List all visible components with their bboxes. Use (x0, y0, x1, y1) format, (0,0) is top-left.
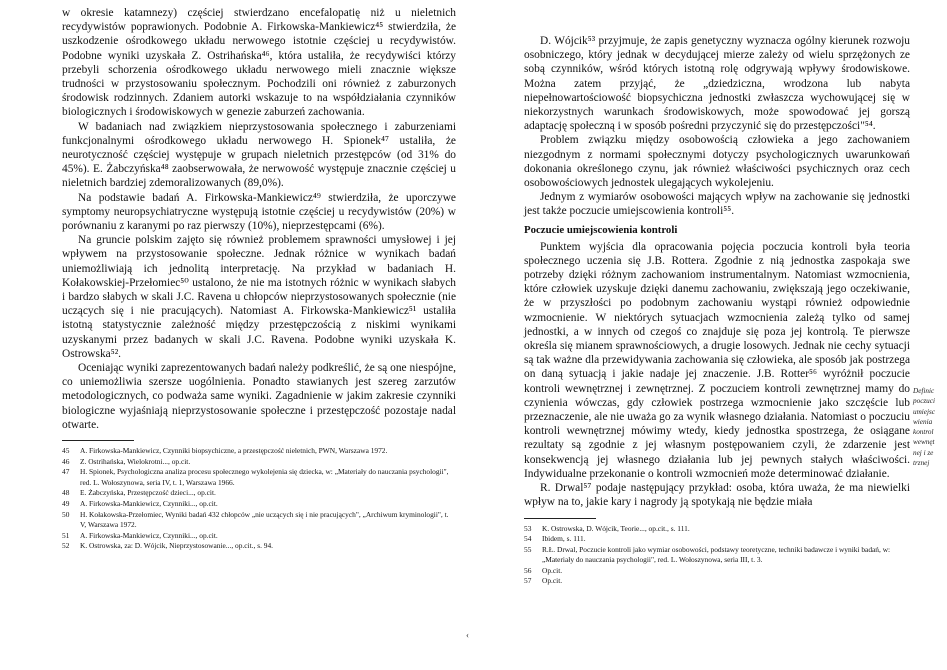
footnote (62, 531, 456, 542)
footnote (524, 524, 910, 535)
margin-note-line: nej i ze (913, 448, 934, 457)
footnote (62, 488, 456, 499)
footnote (62, 541, 456, 552)
footnote-number: 47 (62, 467, 70, 477)
footnote-text: A. Firkowska-Mankiewicz, Czynniki..., op.cit. (80, 530, 218, 540)
margin-note-line: poczuci (913, 397, 935, 406)
footnote-number: 55 (524, 544, 532, 554)
footnote-text: H. Spionek, Psychologiczna analiza procesu społecznego wykolejenia się dziecka, w: „Materiały do nauczania psychologii", red. L. Wołoszynowa, seria IV, t. 1, Warszawa 1966. (80, 467, 449, 487)
margin-note-line: kontrol (913, 428, 934, 437)
paragraph: R. Drwal⁵⁷ podaje następujący przykład: osoba, która uważa, że ma niewielki wpływ na to, jakie kary i nagrody ją spotykają nie będzie miała (524, 482, 910, 509)
paragraph: Na gruncie polskim zajęto się również problemem sprawności umysłowej i jej wpływem na przystosowanie społeczne. Jednak różnice w wynikach badań uniemożliwiają ich jednolitą interpretację. Na przykład w badaniach H. Kołakowskiej-Przełomiec⁵⁰ ustalono, że nie ma istotnych różnic w wynikach słabych i bardzo słabych w skali J.C. Ravena u chłopców nieprzystosowanych społecznie (nie uczących się i nie pracujących). Natomiast A. Firkowska-Mankiewicz⁵¹ ustaliła istotną statystycznie zależność między przestępczością z niskimi wynikami uzyskanymi przez badanych w skali J.C. Ravena. Podobne wyniki uzyskała K. Ostrowska⁵². (62, 234, 456, 360)
left-footnotes (62, 446, 456, 552)
paragraph: Punktem wyjścia dla opracowania pojęcia poczucia kontroli była teoria społecznego uczenia się J.B. Rottera. Zgodnie z nią jednostka zaspokaja swe potrzeby dzięki różnym zachowaniom instrumentalnym. Natomiast wzmocnienia, które człowiek uzyskuje dzięki danemu zachowaniu, zwiększają jego oczekiwanie, że w przyszłości po podobnym zachowaniu wystąpi również odpowiednie wzmocnienie. W niektórych sytuacjach wzmocnienia zależą tylko od samej jednostki, a w innych od czegoś co znajduje się poza jej kontrolą. Te pierwsze określa się mianem sprawnościowych, a drugie losowych. Jednak nie cechy sytuacji są tak ważne dla przewidywania zachowania się człowieka, ale sposób jak postrzega on daną sytuacją i jakie nadaje jej znaczenie. J.B. Rotter⁵⁶ wyróżnił poczucie kontroli wewnętrznej i zewnętrznej. Z poczuciem kontroli zewnętrznej mamy do czynienia wówczas, gdy człowiek postrzega wzmocnienie jako szczęście lub przeznaczenie, ale nie uważa go za wynik własnego działania. Natomiast o poczuciu kontroli wewnętrznej mówimy wtedy, kiedy jednostka spostrzega, że osiągane rezultaty są zgodnie z jej własnym postępowaniem czyli, że zdarzenie jest konsekwencją jej własnego działania lub jej pewnych stałych właściwości. Indywidualne przekonanie o kontroli wzmocnień może determinować działanie. (524, 240, 910, 480)
footnote-text: K. Ostrowska, za: D. Wójcik, Nieprzystosowanie..., op.cit., s. 94. (80, 541, 274, 551)
paragraph: Oceniając wyniki zaprezentowanych badań należy podkreślić, że są one niespójne, co uniemożliwia szersze uogólnienia. Ponadto stawianych jest szereg zarzutów metodologicznych, co podważa same wyniki. Zagadnienie w jakim zakresie czynniki biologiczne wyjaśniają nieprzystosowanie społeczne i przestępczość pozostaje nadal otwarte. (62, 362, 456, 431)
right-footnotes (524, 524, 910, 588)
paragraph: w okresie katamnezy) częściej stwierdzano encefalopatię niż u nieletnich recydywistów poprawionych. Podobnie A. Firkowska-Mankiewicz⁴⁵ stwierdziła, że uszkodzenie ośrodkowego układu nerwowego istotnie częściej u recydywistów. Podobne wyniki uzyskała Z. Ostrihańska⁴⁶, która ustaliła, że recydywiści którzy przebyli schorzenia ośrodkowego układu nerwowego mieli znacznie większe trudności w przystosowaniu społecznym. Pochodzili oni również z zaburzonych środowisk rodzinnych. Zdaniem autorki wskazuje to na współdziałania czynników biologicznych i środowiskowych w genezie zaburzeń zachowania. (62, 7, 456, 119)
footnote-number: 51 (62, 530, 70, 540)
margin-note-line: Definic (913, 387, 935, 395)
left-body-text (62, 6, 456, 432)
footnote-number: 56 (524, 565, 532, 575)
footnote-text: Op.cit. (542, 576, 563, 586)
paragraph: Jednym z wymiarów osobowości mających wpływ na zachowanie się jednostki jest także poczucie umiejscowienia kontroli⁵⁵. (524, 191, 910, 218)
footnote-number: 50 (62, 509, 70, 519)
footnote (62, 510, 456, 531)
footnote (62, 446, 456, 457)
footnote-text: Z. Ostrihańska, Wielokrotni..., op.cit. (80, 456, 191, 466)
footnote (524, 576, 910, 587)
left-column (62, 6, 456, 552)
margin-note-line: wienia (913, 417, 933, 426)
footnote-text: A. Firkowska-Mankiewicz, Czynniki..., op.cit. (80, 499, 218, 509)
right-body-text-top (524, 34, 910, 219)
footnote-text: K. Ostrowska, D. Wójcik, Teorie..., op.cit., s. 111. (542, 523, 690, 533)
margin-note-line: wewnęt (913, 438, 935, 447)
paragraph: D. Wójcik⁵³ przyjmuje, że zapis genetyczny wyznacza ogólny kierunek rozwoju osobniczego, który jednak w decydującej mierze zależy od wielu sprzężonych ze sobą czynników, wśród których istotną rolę odgrywają wpływy środowiskowe. Można zatem przyjąć, że „dziedziczna, wrodzona lub nabyta niepełnowartościowość biopsychiczna jednostki zwłaszcza wychowującej się w niekorzystnych warunkach środowiskowych, może spowodować jej gorszą adaptację społeczną i w sposób pośredni przyczynić się do przestępczości"⁵⁴. (524, 35, 910, 133)
footnote-number: 52 (62, 541, 70, 551)
footnote-number: 57 (524, 576, 532, 586)
right-body-text-bottom (524, 240, 910, 510)
margin-note-line: umiejsc (913, 407, 935, 416)
margin-note (913, 386, 947, 468)
footnote-text: Ibidem, s. 111. (542, 534, 586, 544)
footnote-number: 46 (62, 456, 70, 466)
footnote-text: E. Żabczyńska, Przestępczość dzieci..., op.cit. (80, 488, 216, 498)
footnote-rule (62, 440, 134, 441)
footnote (524, 545, 910, 566)
footnote (524, 566, 910, 577)
paragraph: Na podstawie badań A. Firkowska-Mankiewicz⁴⁹ stwierdziła, że uporczywe symptomy neuropsychiatryczne występują istotnie częściej u recydywistów (20%) w porównaniu z karanymi po raz pierwszy (10%), nieprzestępcami (6%). (62, 191, 456, 233)
footnote-number: 45 (62, 446, 70, 456)
footnote (62, 467, 456, 488)
footnote (524, 534, 910, 545)
footnote-number: 49 (62, 499, 70, 509)
paragraph: Problem związku między osobowością człowieka a jego zachowaniem niezgodnym z normami społecznymi dotyczy psychologicznych uwarunkowań dokonania określonego czynu, jak również właściwości psychicznych oraz cech osobowościowych jednostek ulegających wykolejeniu. (524, 134, 910, 190)
margin-note-line: trznej (913, 459, 930, 468)
footnote-text: A. Firkowska-Mankiewicz, Czynniki biopsychiczne, a przestępczość nieletnich, PWN, Warszawa 1972. (80, 446, 388, 456)
right-column (524, 34, 910, 587)
footnote-number: 48 (62, 488, 70, 498)
footnote-text: Op.cit. (542, 565, 563, 575)
section-heading: Poczucie umiejscowienia kontroli (524, 223, 678, 236)
stray-mark: ‹ (466, 630, 469, 640)
footnote-rule (524, 518, 596, 519)
paragraph: W badaniach nad związkiem nieprzystosowania społecznego i zaburzeniami funkcjonalnymi ośrodkowego układu nerwowego H. Spionek⁴⁷ ustaliła, że neurotyczność częściej występuje w grupach nieletnich przestępców (od 31% do 45%). E. Żabczyńska⁴⁸ zaobserwowała, że nerwowość występuje znacznie częściej u nieletnich bardziej zdemoralizowanych (89,0%). (62, 120, 456, 190)
footnote-text: H. Kołakowska-Przełomiec, Wyniki badań 432 chłopców „nie uczących się i nie pracujących", „Archiwum kryminologii", t. V, Warszawa 1972. (80, 509, 449, 530)
footnote (62, 457, 456, 468)
footnote-number: 53 (524, 523, 532, 533)
footnote-text: R.Ł. Drwal, Poczucie kontroli jako wymiar osobowości, podstawy teoretyczne, techniki badawcze i wyniki badań, w: „Materiały do nauczania psychologii", red. L. Wołoszynowa, seria III, t. 3. (542, 544, 891, 565)
footnote (62, 499, 456, 510)
footnote-number: 54 (524, 534, 532, 544)
